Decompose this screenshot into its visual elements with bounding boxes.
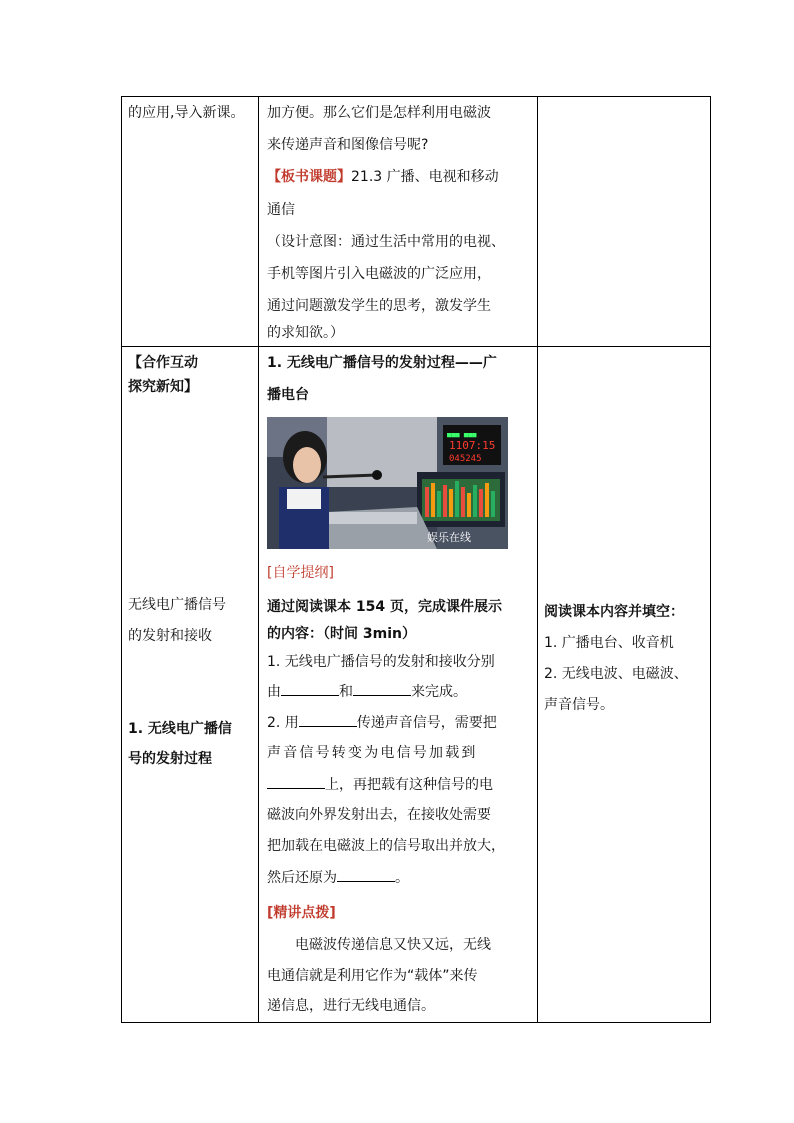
clock-readout-2: 045245 <box>449 454 482 465</box>
student-activity-title: 阅读课本内容并填空： <box>544 604 684 621</box>
row1-text-line: 加方便。那么它们是怎样利用电磁波 <box>267 105 491 121</box>
row1-text-line: 来传递声音和图像信号呢? <box>267 137 429 153</box>
key-point-line: 递信息，进行无线电通信。 <box>267 998 435 1015</box>
section-tag: 探究新知】 <box>128 379 198 396</box>
key-point-tag: [精讲点拨] <box>267 905 336 922</box>
row1-col3 <box>538 97 711 347</box>
question-1-blanks: 由 和 来完成。 <box>267 681 467 702</box>
board-title-line <box>267 167 499 187</box>
answer-blank[interactable] <box>337 867 395 882</box>
table-row <box>122 347 711 1023</box>
question-2-line: 声音信号转变为电信号加载到 <box>267 745 478 762</box>
answer-blank[interactable] <box>267 774 325 789</box>
question-1-line: 1. 无线电广播信号的发射和接收分别 <box>267 654 495 671</box>
topic-line: 无线电广播信号 <box>128 597 226 614</box>
subtopic-line: 1. 无线电广播信 <box>128 721 232 738</box>
clock-readout-1: 1107:15 <box>449 439 496 453</box>
section-tag: 【合作互动 <box>128 355 198 372</box>
row2-col1 <box>122 347 259 1023</box>
design-line: （设计意图：通过生活中常用的电视、 <box>267 234 505 250</box>
key-point-line: 电通信就是利用它作为“载体”来传 <box>267 968 478 985</box>
row2-col2 <box>259 347 538 1023</box>
key-point-line: 电磁波传递信息又快又远，无线 <box>295 937 491 954</box>
section-title: 播电台 <box>267 387 309 404</box>
lesson-plan-table <box>121 96 711 1023</box>
answer-blank[interactable] <box>353 681 411 696</box>
row2-col3 <box>538 347 711 1023</box>
question-2-line: 上，再把载有这种信号的电 <box>267 774 493 795</box>
board-text-2: 通信 <box>267 202 295 218</box>
self-study-tag: [自学提纲] <box>267 565 334 582</box>
section-title: 1. 无线电广播信号的发射过程——广 <box>267 355 497 372</box>
design-line: 通过问题激发学生的思考，激发学生 <box>267 298 491 314</box>
radio-studio-photo <box>267 417 508 549</box>
radio-studio-illustration <box>267 417 508 549</box>
answer-line: 1. 广播电台、收音机 <box>544 635 674 652</box>
svg-text:■■■ ■■■: ■■■ ■■■ <box>447 431 477 440</box>
board-tag: 【板书课题】 <box>267 169 351 185</box>
answer-blank[interactable] <box>281 681 339 696</box>
answer-blank[interactable] <box>299 712 357 727</box>
reading-line: 通过阅读课本 154 页，完成课件展示 <box>267 599 502 616</box>
question-2-line: 磁波向外界发射出去，在接收处需要 <box>267 807 491 824</box>
row1-col2 <box>259 97 538 347</box>
subtopic-line: 号的发射过程 <box>128 751 212 768</box>
answer-line: 2. 无线电波、电磁波、 <box>544 666 688 683</box>
photo-watermark: 娱乐在线 <box>427 531 471 545</box>
row1-col1 <box>122 97 259 347</box>
question-2-line: 把加载在电磁波上的信号取出并放大， <box>267 838 505 855</box>
design-line: 手机等图片引入电磁波的广泛应用， <box>267 266 491 282</box>
row1-col1-text: 的应用,导入新课。 <box>128 105 245 121</box>
question-2-line: 2. 用 传递声音信号，需要把 <box>267 712 497 733</box>
board-text: 21.3 广播、电视和移动 <box>351 169 499 185</box>
reading-line: 的内容：（时间 3min） <box>267 626 416 643</box>
answer-line: 声音信号。 <box>544 697 614 714</box>
topic-line: 的发射和接收 <box>128 628 212 645</box>
design-line: 的求知欲。） <box>267 325 344 341</box>
table-row <box>122 97 711 347</box>
question-2-line: 然后还原为 。 <box>267 867 409 888</box>
